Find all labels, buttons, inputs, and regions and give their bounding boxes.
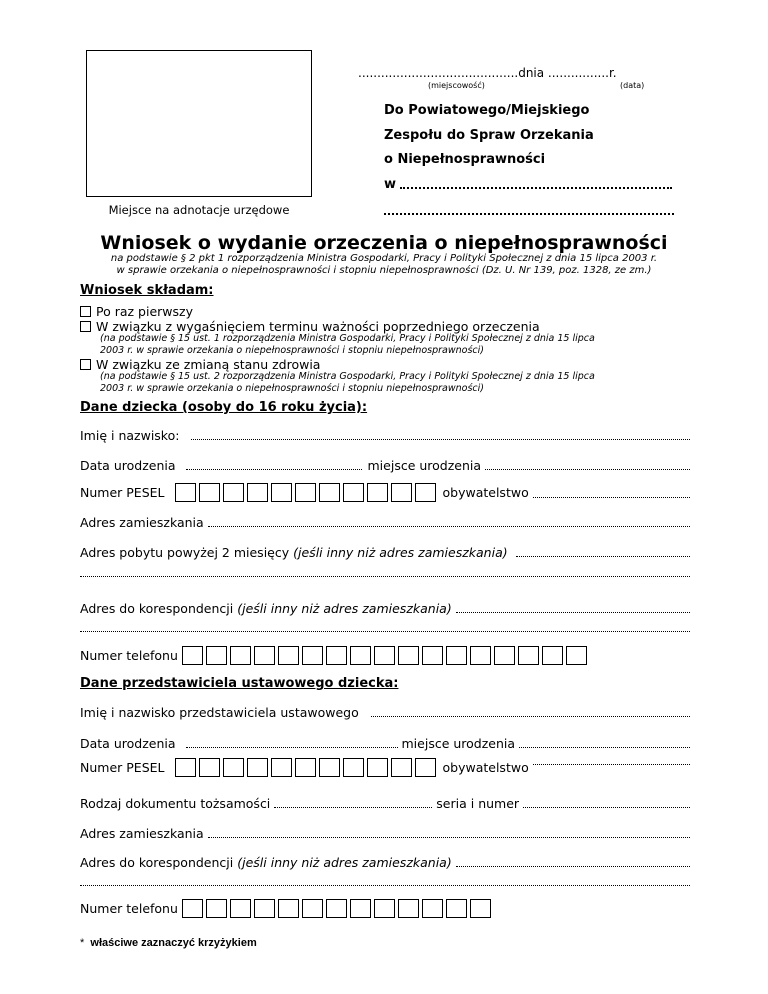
child-corr-label: Adres do korespondencji — [80, 601, 234, 616]
rep-birth-row — [80, 736, 692, 751]
phone-digit-box[interactable] — [326, 646, 347, 665]
option-first-time-label: Po raz pierwszy — [96, 304, 193, 319]
pesel-digit-box[interactable] — [343, 758, 364, 777]
rep-corr-row — [80, 855, 692, 870]
footnote — [80, 937, 257, 949]
child-name-label: Imię i nazwisko: — [80, 428, 180, 443]
phone-digit-box[interactable] — [230, 646, 251, 665]
rep-name-field[interactable] — [371, 715, 690, 717]
option-health-note-1: (na podstawie § 15 ust. 2 rozporządzenia Ministra Gospodarki, Pracy i Polityki Społecznej z dnia 15 lipca — [100, 371, 595, 382]
addressee-line-4 — [384, 177, 674, 192]
legal-basis-1: na podstawie § 2 pkt 1 rozporządzenia Ministra Gospodarki, Pracy i Polityki Społecznej z dnia 15 lipca 2003 r. — [110, 253, 658, 264]
child-stay-label: Adres pobytu powyżej 2 miesięcy — [80, 545, 290, 560]
rep-birth-date-field[interactable] — [186, 746, 398, 748]
checkbox-health-change[interactable] — [80, 359, 91, 370]
form-title: Wniosek o wydanie orzeczenia o niepełnosprawności — [100, 232, 668, 254]
pesel-digit-box[interactable] — [199, 758, 220, 777]
child-stay-row — [80, 545, 692, 560]
pesel-digit-box[interactable] — [391, 483, 412, 502]
phone-digit-box[interactable] — [182, 899, 203, 918]
phone-digit-box[interactable] — [566, 646, 587, 665]
child-pesel-boxes[interactable] — [175, 483, 439, 502]
pesel-digit-box[interactable] — [223, 483, 244, 502]
child-name-field[interactable] — [191, 438, 690, 440]
phone-digit-box[interactable] — [350, 899, 371, 918]
rep-pesel-label: Numer PESEL — [80, 760, 165, 775]
rep-phone-row — [80, 899, 692, 918]
phone-digit-box[interactable] — [230, 899, 251, 918]
rep-address-label: Adres zamieszkania — [80, 826, 204, 841]
pesel-digit-box[interactable] — [175, 758, 196, 777]
rep-name-row — [80, 705, 692, 720]
child-corr-field-2[interactable] — [80, 630, 690, 632]
place-caption: (miejscowość) — [428, 81, 485, 90]
option-expiry-note-1: (na podstawie § 15 ust. 1 rozporządzenia Ministra Gospodarki, Pracy i Polityki Społecznej z dnia 15 lipca — [100, 333, 595, 344]
phone-digit-box[interactable] — [494, 646, 515, 665]
rep-corr-row-2 — [80, 884, 692, 889]
pesel-digit-box[interactable] — [247, 483, 268, 502]
pesel-digit-box[interactable] — [391, 758, 412, 777]
addressee-line-2: Zespołu do Spraw Orzekania — [384, 128, 594, 143]
phone-digit-box[interactable] — [206, 899, 227, 918]
pesel-digit-box[interactable] — [367, 758, 388, 777]
phone-digit-box[interactable] — [182, 646, 203, 665]
stamp-box — [86, 50, 312, 197]
rep-corr-field[interactable] — [456, 865, 690, 867]
option-first-time[interactable] — [80, 304, 193, 319]
rep-id-label: Rodzaj dokumentu tożsamości — [80, 796, 271, 811]
child-citizenship-field[interactable] — [533, 496, 690, 498]
child-pesel-label: Numer PESEL — [80, 485, 165, 500]
child-phone-label: Numer telefonu — [80, 648, 178, 663]
rep-pesel-row — [80, 758, 692, 777]
rep-birth-place-label: miejsce urodzenia — [401, 736, 516, 751]
child-birth-place-label: miejsce urodzenia — [367, 458, 482, 473]
rep-series-field[interactable] — [523, 806, 690, 808]
rep-phone-boxes[interactable] — [182, 899, 494, 918]
rep-address-row — [80, 826, 692, 841]
rep-series-label: seria i numer — [436, 796, 520, 811]
option-expiry-label: W związku z wygaśnięciem terminu ważności poprzedniego orzeczenia — [96, 319, 540, 334]
option-health-change[interactable] — [80, 357, 320, 372]
phone-digit-box[interactable] — [422, 646, 443, 665]
phone-digit-box[interactable] — [446, 646, 467, 665]
phone-digit-box[interactable] — [374, 899, 395, 918]
phone-digit-box[interactable] — [398, 899, 419, 918]
phone-digit-box[interactable] — [518, 646, 539, 665]
request-heading: Wniosek składam: — [80, 283, 214, 298]
child-corr-note: (jeśli inny niż adres zamieszkania) — [237, 601, 452, 616]
phone-digit-box[interactable] — [470, 646, 491, 665]
pesel-digit-box[interactable] — [271, 758, 292, 777]
pesel-digit-box[interactable] — [415, 483, 436, 502]
rep-address-field[interactable] — [208, 836, 690, 838]
phone-digit-box[interactable] — [470, 899, 491, 918]
child-phone-boxes[interactable] — [182, 646, 590, 665]
rep-birth-date-label: Data urodzenia — [80, 736, 176, 751]
child-birth-date-label: Data urodzenia — [80, 458, 176, 473]
pesel-digit-box[interactable] — [319, 758, 340, 777]
addressee-line-3: o Niepełnosprawności — [384, 152, 546, 167]
child-stay-row-2 — [80, 575, 692, 580]
phone-digit-box[interactable] — [446, 899, 467, 918]
phone-digit-box[interactable] — [350, 646, 371, 665]
option-expiry[interactable] — [80, 319, 540, 334]
pesel-digit-box[interactable] — [223, 758, 244, 777]
child-corr-row-2 — [80, 630, 692, 635]
phone-digit-box[interactable] — [254, 899, 275, 918]
child-citizenship-label: obywatelstwo — [442, 485, 529, 500]
child-address-field[interactable] — [208, 525, 690, 527]
rep-id-field[interactable] — [274, 806, 432, 808]
phone-digit-box[interactable] — [278, 646, 299, 665]
rep-corr-field-2[interactable] — [80, 884, 690, 886]
rep-corr-note: (jeśli inny niż adres zamieszkania) — [237, 855, 452, 870]
child-birth-date-field[interactable] — [186, 468, 362, 470]
phone-digit-box[interactable] — [542, 646, 563, 665]
child-heading: Dane dziecka (osoby do 16 roku życia): — [80, 400, 368, 415]
child-corr-field[interactable] — [456, 611, 690, 613]
stamp-label: Miejsce na adnotacje urzędowe — [108, 203, 290, 217]
rep-id-row — [80, 796, 692, 811]
pesel-digit-box[interactable] — [175, 483, 196, 502]
footnote-mark: * — [80, 937, 85, 949]
pesel-digit-box[interactable] — [271, 483, 292, 502]
child-birth-row — [80, 458, 692, 473]
addressee-extra-field[interactable] — [384, 209, 674, 215]
rep-heading: Dane przedstawiciela ustawowego dziecka: — [80, 676, 399, 691]
phone-digit-box[interactable] — [302, 899, 323, 918]
footnote-text: właściwe zaznaczyć krzyżykiem — [90, 937, 257, 949]
addressee-w: w — [384, 177, 397, 192]
checkbox-expiry[interactable] — [80, 321, 91, 332]
rep-citizenship-label: obywatelstwo — [442, 760, 529, 775]
phone-digit-box[interactable] — [326, 899, 347, 918]
addressee-city-field[interactable] — [400, 186, 672, 189]
rep-citizenship-field[interactable] — [533, 763, 690, 765]
pesel-digit-box[interactable] — [199, 483, 220, 502]
rep-pesel-boxes[interactable] — [175, 758, 439, 777]
pesel-digit-box[interactable] — [319, 483, 340, 502]
phone-digit-box[interactable] — [398, 646, 419, 665]
rep-name-label: Imię i nazwisko przedstawiciela ustawowego — [80, 705, 359, 720]
place-date-line[interactable]: ..........................................dnia ................r. — [358, 66, 617, 80]
child-stay-note: (jeśli inny niż adres zamieszkania) — [293, 545, 508, 560]
phone-digit-box[interactable] — [302, 646, 323, 665]
phone-digit-box[interactable] — [254, 646, 275, 665]
child-stay-field-2[interactable] — [80, 575, 690, 577]
pesel-digit-box[interactable] — [295, 758, 316, 777]
pesel-digit-box[interactable] — [367, 483, 388, 502]
child-stay-field[interactable] — [516, 555, 690, 557]
pesel-digit-box[interactable] — [415, 758, 436, 777]
addressee-line-1: Do Powiatowego/Miejskiego — [384, 103, 590, 118]
legal-basis-2: w sprawie orzekania o niepełnosprawności i stopniu niepełnosprawności (Dz. U. Nr 139, poz. 1328, ze zm.) — [116, 265, 652, 276]
option-expiry-note-2: 2003 r. w sprawie orzekania o niepełnosprawności i stopniu niepełnosprawności) — [100, 345, 484, 356]
phone-digit-box[interactable] — [278, 899, 299, 918]
child-address-row — [80, 515, 692, 530]
checkbox-first-time[interactable] — [80, 306, 91, 317]
rep-phone-label: Numer telefonu — [80, 901, 178, 916]
phone-digit-box[interactable] — [374, 646, 395, 665]
child-corr-row — [80, 601, 692, 616]
child-address-label: Adres zamieszkania — [80, 515, 204, 530]
option-health-change-label: W związku ze zmianą stanu zdrowia — [96, 357, 321, 372]
option-health-note-2: 2003 r. w sprawie orzekania o niepełnosprawności i stopniu niepełnosprawności) — [100, 383, 484, 394]
date-caption: (data) — [620, 81, 645, 90]
pesel-digit-box[interactable] — [247, 758, 268, 777]
child-birth-place-field[interactable] — [485, 468, 690, 470]
phone-digit-box[interactable] — [422, 899, 443, 918]
rep-birth-place-field[interactable] — [519, 746, 690, 748]
pesel-digit-box[interactable] — [343, 483, 364, 502]
child-pesel-row — [80, 483, 692, 502]
pesel-digit-box[interactable] — [295, 483, 316, 502]
rep-corr-label: Adres do korespondencji — [80, 855, 234, 870]
child-name-row — [80, 428, 692, 443]
phone-digit-box[interactable] — [206, 646, 227, 665]
child-phone-row — [80, 646, 692, 665]
